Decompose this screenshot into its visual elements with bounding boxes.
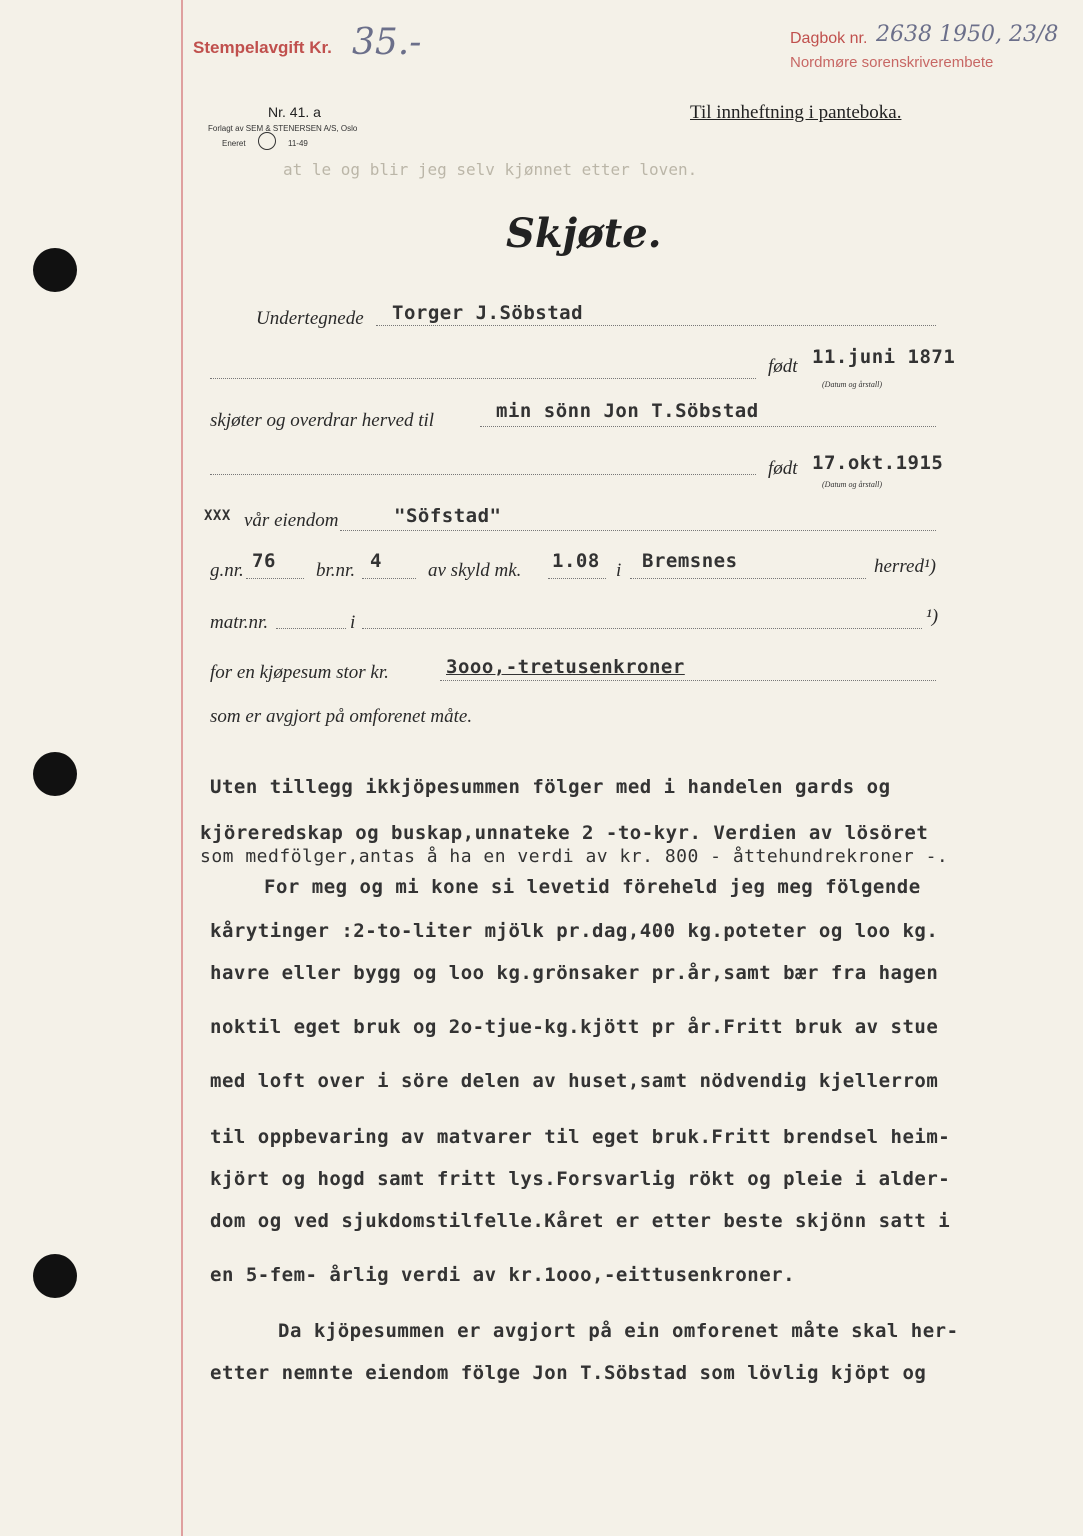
skyld-value: 1.08 [552,550,600,572]
body-line-1: Uten tillegg ikkjöpesummen fölger med i handelen gards og [210,776,891,798]
fodt-value-2: 17.okt.1915 [812,452,944,474]
kjopesum-value: 3ooo,-tretusenkroner [446,656,685,678]
body-line-12: en 5-fem- årlig verdi av kr.1ooo,-eittusenkroner. [210,1264,796,1286]
herred-value: Bremsnes [642,550,738,572]
undertegnede-line [376,325,936,326]
i-label: i [616,560,622,581]
gnr-value: 76 [252,550,276,572]
datum-note-2: (Datum og årstall) [822,480,882,489]
gnr-label: g.nr. [210,560,244,581]
fodt-value-1: 11.juni 1871 [812,346,956,368]
undertegnede-value: Torger J.Söbstad [392,302,584,324]
dagbok-value: 2638 1950, 23/8 [876,22,1059,47]
fodt-label-1: født [768,356,798,377]
publisher-seal [258,132,276,150]
punch-hole-middle [33,752,77,796]
brnr-line [362,578,416,579]
office-stamp: Nordmøre sorenskriverembete [790,54,994,71]
red-margin-line [181,0,183,1536]
brnr-value: 4 [370,550,382,572]
body-line-2: kjöreredskap og buskap,unnateke 2 -to-kyr. Verdien av lösöret [200,822,929,844]
stempelavgift-label: Stempelavgift Kr. [193,38,332,57]
body-line-9: til oppbevaring av matvarer til eget bruk.Fritt brendsel heim- [210,1126,951,1148]
body-line-11: dom og ved sjukdomstilfelle.Kåret er etter beste skjönn satt i [210,1210,951,1232]
form-number: Nr. 41. a [268,104,321,120]
blank-line-1 [210,378,756,379]
dagbok-label: Dagbok nr. [790,30,868,47]
body-line-5: kårytinger :2-to-liter mjölk pr.dag,400 kg.poteter og loo kg. [210,920,939,942]
eiendom-struck-prefix: XXX [204,508,231,524]
avgjort-text: som er avgjort på omforenet måte. [210,706,473,727]
matr-i-label: i [350,612,356,633]
matr-end: ¹) [926,606,939,627]
gnr-line [246,578,304,579]
matr-line [276,628,346,629]
eiendom-value: "Söfstad" [394,505,502,527]
body-line-8: med loft over i söre delen av huset,samt nödvendig kjellerrom [210,1070,939,1092]
body-line-3: som medfölger,antas å ha en verdi av kr. 800 - åttehundrekroner -. [200,846,949,867]
skyld-label: av skyld mk. [428,560,522,581]
kjopesum-line [440,680,936,681]
publisher-line-2: Eneret [222,139,246,148]
undertegnede-label: Undertegnede [256,308,364,329]
skjoter-value: min sönn Jon T.Söbstad [496,400,759,422]
skyld-line [548,578,606,579]
document-title: Skjøte. [506,210,662,257]
fodt-label-2: født [768,458,798,479]
brnr-label: br.nr. [316,560,356,581]
publisher-line-1: Forlagt av SEM & STENERSEN A/S, Oslo [208,124,358,133]
punch-hole-top [33,248,77,292]
kjopesum-label: for en kjøpesum stor kr. [210,662,389,683]
matr-label: matr.nr. [210,612,269,633]
body-line-7: noktil eget bruk og 2o-tjue-kg.kjött pr år.Fritt bruk av stue [210,1016,939,1038]
matr-i-line [362,628,922,629]
datum-note-1: (Datum og årstall) [822,380,882,389]
body-line-6: havre eller bygg og loo kg.grönsaker pr.år,samt bær fra hagen [210,962,939,984]
publisher-line-3: 11-49 [288,139,308,148]
faint-bleedthrough-text: at le og blir jeg selv kjønnet etter loven. [283,160,698,179]
til-innheftning-label: Til innheftning i panteboka. [690,102,902,123]
stempelavgift-amount: 35.- [352,22,422,63]
punch-hole-bottom [33,1254,77,1298]
body-line-13: Da kjöpesummen er avgjort på ein omforenet måte skal her- [278,1320,959,1342]
eiendom-label: vår eiendom [244,510,339,531]
eiendom-line [340,530,936,531]
herred-label: herred¹) [874,556,936,577]
body-line-10: kjört og hogd samt fritt lys.Forsvarlig rökt og pleie i alder- [210,1168,951,1190]
body-line-14: etter nemnte eiendom fölge Jon T.Söbstad som lövlig kjöpt og [210,1362,927,1384]
skjoter-label: skjøter og overdrar herved til [210,410,435,431]
blank-line-2 [210,474,756,475]
herred-line [630,578,866,579]
body-line-4: For meg og mi kone si levetid föreheld jeg meg fölgende [264,876,921,898]
skjoter-line [480,426,936,427]
